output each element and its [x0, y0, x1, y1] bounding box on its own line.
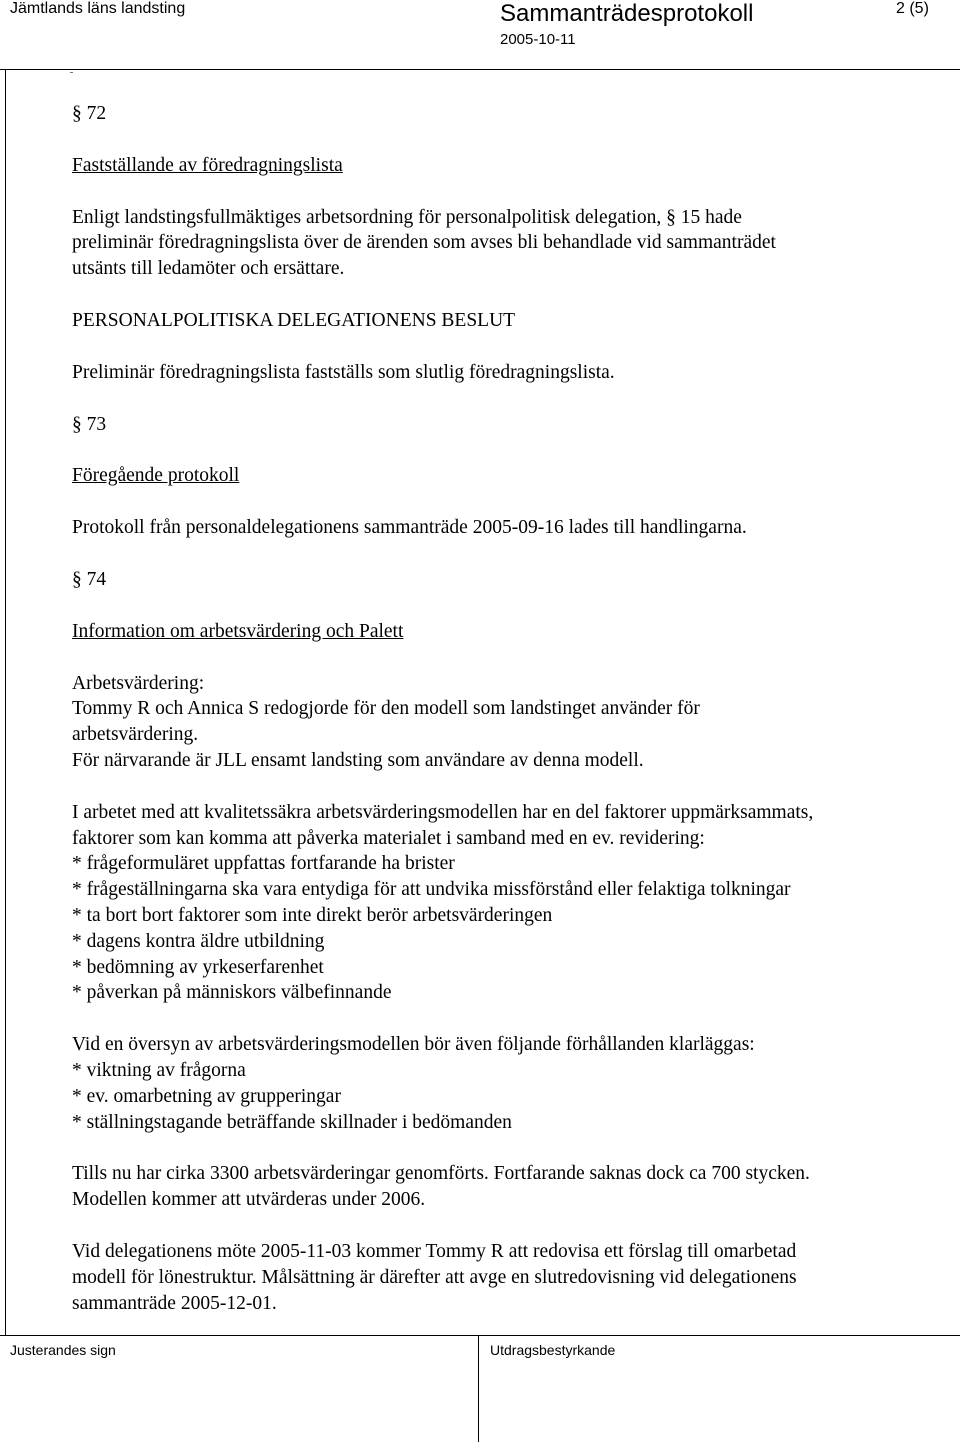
- body-line: Vid delegationens möte 2005-11-03 kommer Tommy R att redovisa ett förslag till omarbetad: [72, 1240, 797, 1262]
- footer-divider: [478, 1335, 479, 1442]
- intro-paragraph: [72, 671, 952, 774]
- list-item: * dagens kontra äldre utbildning: [72, 930, 325, 952]
- page-number: 2 (5): [896, 0, 929, 17]
- body-line: Tills nu har cirka 3300 arbetsvärderingar genomförts. Fortfarande saknas dock ca 700 stycken.: [72, 1163, 810, 1185]
- signature-label: Justerandes sign: [10, 1342, 116, 1358]
- left-margin-rule: [5, 70, 6, 1336]
- section-heading: Information om arbetsvärdering och Palett: [72, 620, 404, 642]
- list-item: * ev. omarbetning av grupperingar: [72, 1085, 341, 1107]
- body-line: För närvarande är JLL ensamt landsting som användare av denna modell.: [72, 749, 644, 771]
- section-number: § 72: [72, 103, 107, 124]
- next-meeting-paragraph: [72, 1239, 952, 1316]
- section-heading: Fastställande av föredragningslista: [72, 154, 343, 176]
- footer-rule: [0, 1335, 960, 1336]
- list-item: * frågeformuläret uppfattas fortfarande ha brister: [72, 853, 455, 875]
- body-line: Enligt landstingsfullmäktiges arbetsordning för personalpolitisk delegation, § 15 hade: [72, 206, 742, 228]
- list-item: * ställningstagande beträffande skillnader i bedömanden: [72, 1111, 512, 1133]
- body-line: Vid en översyn av arbetsvärderingsmodellen bör även följande förhållanden klarläggas:: [72, 1034, 755, 1056]
- body-line: I arbetet med att kvalitetssäkra arbetsvärderingsmodellen har en del faktorer uppmärksammats,: [72, 801, 814, 823]
- list-item: * ta bort bort faktorer som inte direkt berör arbetsvärderingen: [72, 904, 553, 926]
- review-paragraph: [72, 1032, 952, 1135]
- section-73: [72, 412, 952, 541]
- body-line: Modellen kommer att utvärderas under 2006.: [72, 1189, 426, 1211]
- body-line: arbetsvärdering.: [72, 724, 199, 746]
- header-rule: [0, 69, 960, 70]
- body-line: sammanträde 2005-12-01.: [72, 1292, 277, 1314]
- certification-label: Utdragsbestyrkande: [490, 1342, 616, 1358]
- intro-label: Arbetsvärdering:: [72, 672, 205, 694]
- section-72: [72, 101, 952, 386]
- body-line: faktorer som kan komma att påverka materialet i samband med en ev. revidering:: [72, 827, 705, 849]
- status-paragraph: [72, 1161, 952, 1213]
- section-body: Protokoll från personaldelegationens sammanträde 2005-09-16 lades till handlingarna.: [72, 517, 747, 539]
- decision-heading: PERSONALPOLITISKA DELEGATIONENS BESLUT: [72, 309, 516, 331]
- protocol-body: [72, 101, 952, 1316]
- body-line: preliminär föredragningslista över de ärenden som avses bli behandlade vid sammanträdet: [72, 232, 776, 254]
- section-number: § 74: [72, 568, 107, 590]
- list-item: * frågeställningarna ska vara entydiga för att undvika missförstånd eller felaktiga tolkningar: [72, 879, 791, 901]
- list-item: * viktning av frågorna: [72, 1059, 246, 1081]
- margin-mark: [70, 72, 73, 73]
- meeting-date: 2005-10-11: [500, 31, 576, 48]
- section-number: § 73: [72, 413, 107, 435]
- section-heading: Föregående protokoll: [72, 465, 240, 487]
- body-line: Tommy R och Annica S redogjorde för den modell som landstinget använder för: [72, 698, 700, 720]
- body-line: utsänts till ledamöter och ersättare.: [72, 258, 345, 280]
- section-body: [72, 205, 952, 282]
- body-line: modell för lönestruktur. Målsättning är därefter att avge en slutredovisning vid delegationens: [72, 1266, 797, 1288]
- list-item: * påverkan på människors välbefinnande: [72, 982, 392, 1004]
- decision-text: Preliminär föredragningslista fastställs som slutlig föredragningslista.: [72, 361, 615, 383]
- section-74: [72, 567, 952, 1316]
- document-title: Sammanträdesprotokoll: [500, 0, 754, 27]
- quality-paragraph: [72, 800, 952, 1006]
- organization-name: Jämtlands läns landsting: [10, 0, 186, 17]
- list-item: * bedömning av yrkeserfarenhet: [72, 956, 324, 978]
